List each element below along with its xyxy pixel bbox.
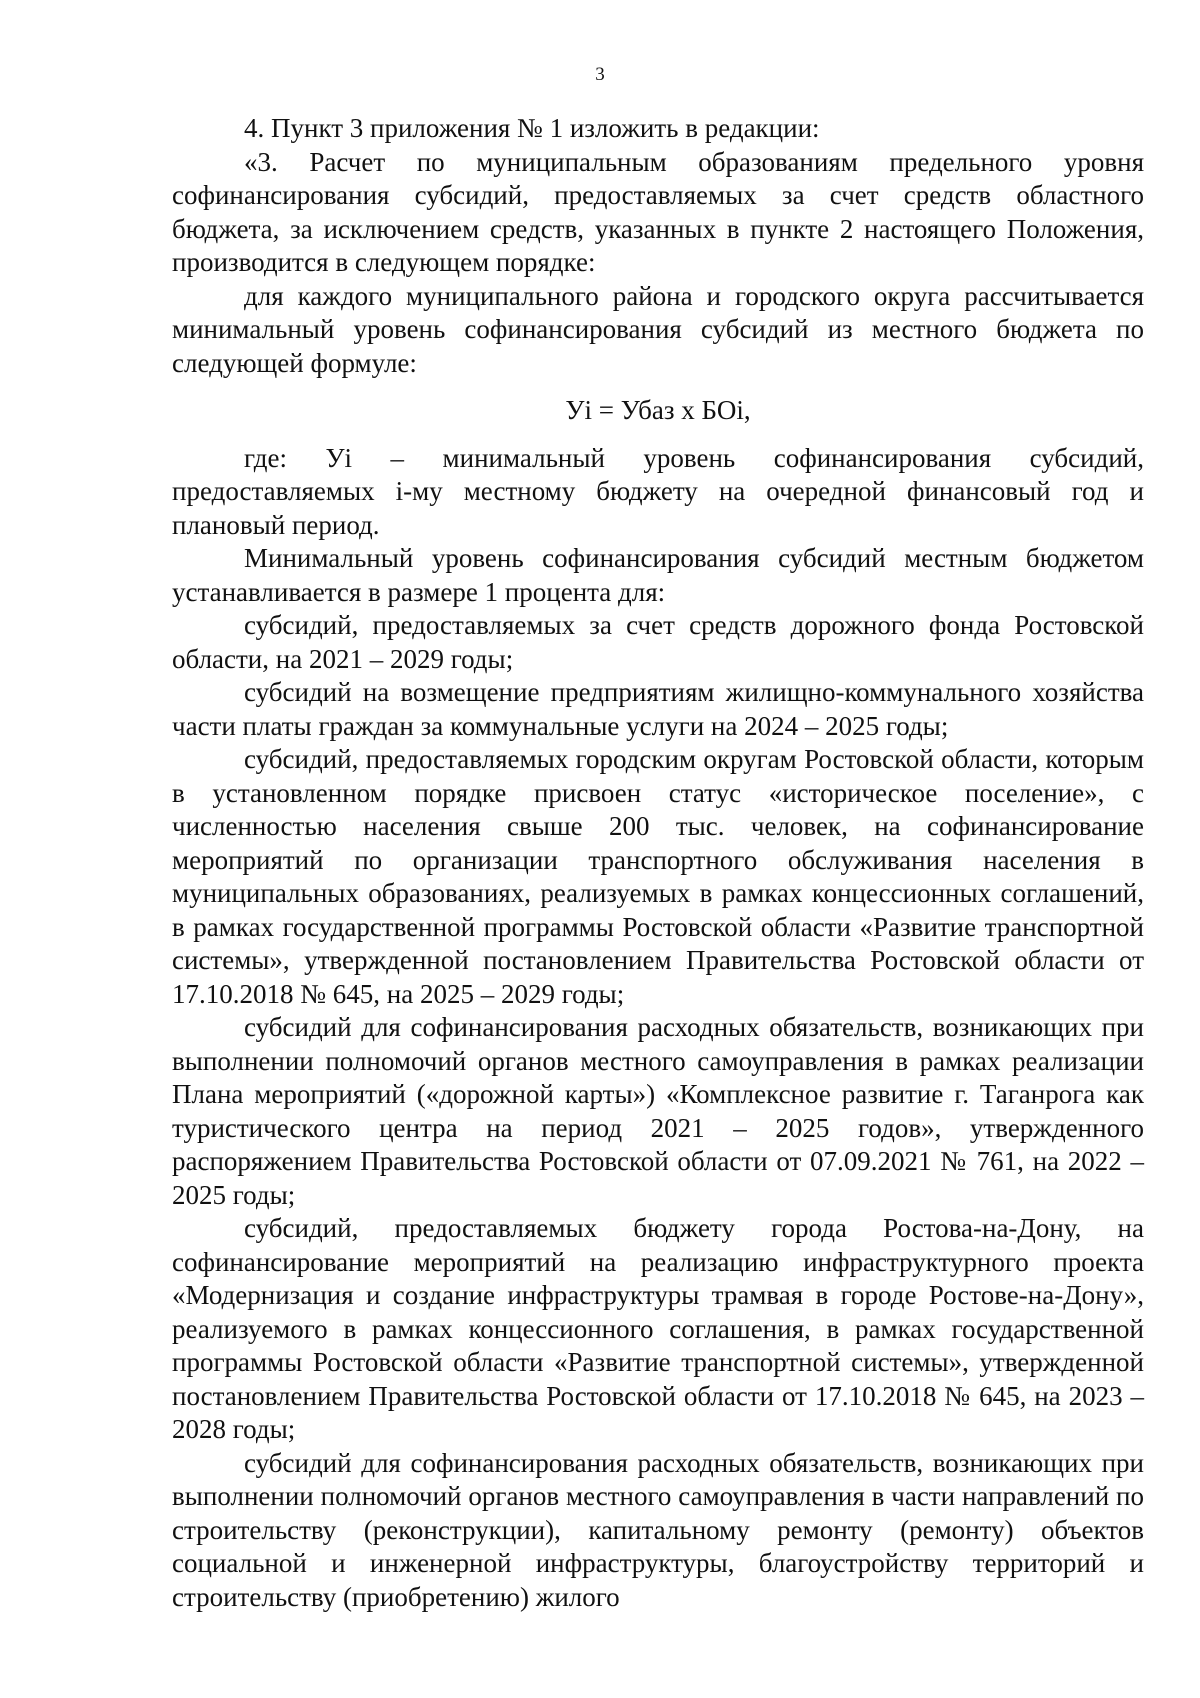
paragraph-formula-intro: для каждого муниципального района и городского округа рассчитывается минимальный уровень софинансирования субсидий из местного бюджета по следующей формуле: (172, 280, 1144, 378)
list-item-rostov-tram: субсидий, предоставляемых бюджету города Ростова-на-Дону, на софинансирование мероприятий на реализацию инфраструктурного проекта «Модернизация и создание инфраструктуры трамвая в городе Ростове-на-Дону», реализуемого в рамках концессионного соглашения, в рамках государственной программы Ростовской области «Развитие транспортной системы», утвержденной постановлением Правительства Ростовской области от 17.10.2018 № 645, на 2023 – 2028 годы; (172, 1213, 1144, 1444)
paragraph-minimal-level: Минимальный уровень софинансирования субсидий местным бюджетом устанавливается в размере 1 процента для: (172, 543, 1144, 607)
list-item-historic-settlement: субсидий, предоставляемых городским округам Ростовской области, которым в установленном порядке присвоен статус «историческое поселение», с численностью населения свыше 200 тыс. человек, на софинансирование мероприятий по организации транспортного обслуживания населения в муниципальных образованиях, реализуемых в рамках концессионных соглашений, в рамках государственной программы Ростовской области «Развитие транспортной системы», утвержденной постановлением Правительства Ростовской области от 17.10.2018 № 645, на 2025 – 2029 годы; (172, 744, 1144, 1009)
list-item-infrastructure-construction: субсидий для софинансирования расходных обязательств, возникающих при выполнении полномочий органов местного самоуправления в части направлений по строительству (реконструкции), капитальному ремонту (ремонту) объектов социальной и инженерной инфраструктуры, благоустройству территорий и строительству (приобретению) жилого (172, 1447, 1144, 1612)
list-item-housing-utilities: субсидий на возмещение предприятиям жилищно-коммунального хозяйства части платы граждан за коммунальные услуги на 2024 – 2025 годы; (172, 677, 1144, 741)
paragraph-item-4-heading: 4. Пункт 3 приложения № 1 изложить в редакции: (244, 113, 820, 143)
formula: Уi = Убаз x БОi, (565, 395, 751, 425)
page-number: 3 (595, 64, 605, 85)
paragraph-formula-definition: где: Уi – минимальный уровень софинансирования субсидий, предоставляемых i-му местному бюджету на очередной финансовый год и плановый период. (172, 442, 1144, 540)
list-item-road-fund: субсидий, предоставляемых за счет средств дорожного фонда Ростовской области, на 2021 – 2029 годы; (172, 610, 1144, 674)
paragraph-item-3-calculation: «3. Расчет по муниципальным образованиям предельного уровня софинансирования субсидий, предоставляемых за счет средств областного бюджета, за исключением средств, указанных в пункте 2 настоящего Положения, производится в следующем порядке: (172, 146, 1144, 277)
list-item-taganrog-roadmap: субсидий для софинансирования расходных обязательств, возникающих при выполнении полномочий органов местного самоуправления в рамках реализации Плана мероприятий («дорожной карты») «Комплексное развитие г. Таганрога как туристического центра на период 2021 – 2025 годов», утвержденного распоряжением Правительства Ростовской области от 07.09.2021 № 761, на 2022 – 2025 годы; (172, 1012, 1144, 1210)
document-body (172, 112, 1144, 1614)
